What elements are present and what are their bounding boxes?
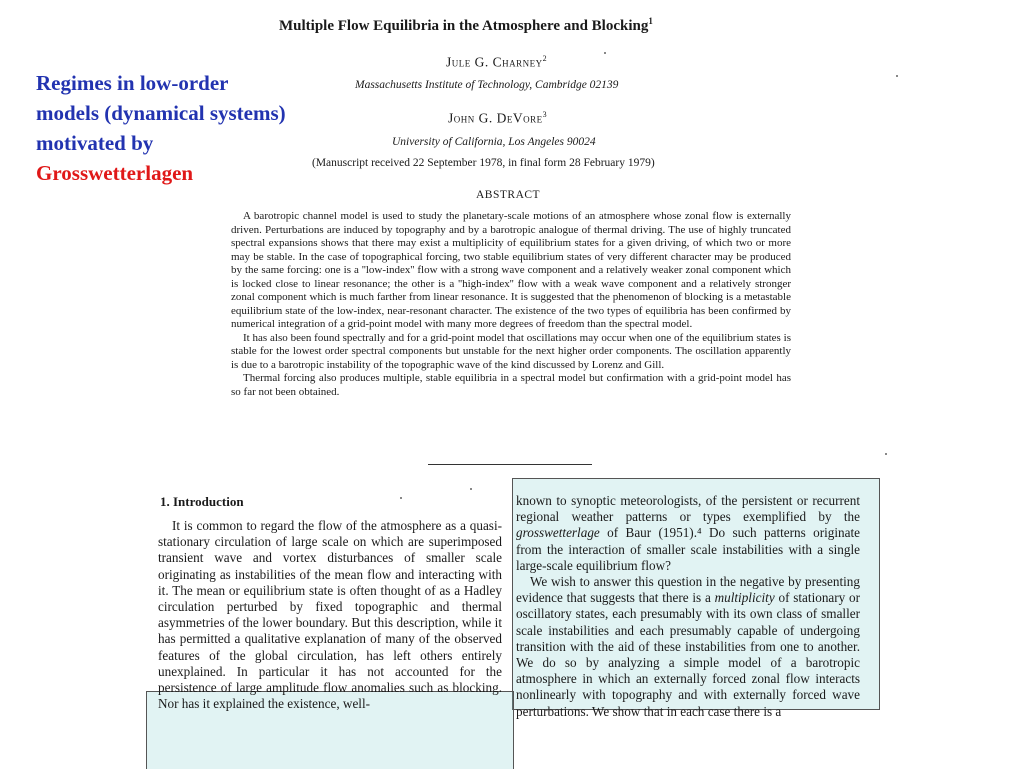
intro-text: We wish to answer this question in the negative by presenting evidence that suggests that there is a [516, 574, 860, 606]
abstract-body [231, 210, 791, 399]
author-1-affiliation: Massachusetts Institute of Technology, Cambridge 02139 [355, 79, 619, 91]
scan-speck [604, 52, 606, 54]
paper-title [279, 16, 653, 35]
section-divider [428, 464, 592, 465]
author-2-footnote: 3 [542, 110, 548, 119]
author-1-name: Jule G. Charney [446, 54, 543, 70]
slide-caption [36, 68, 296, 188]
author-2-name: John G. DeVore [448, 110, 543, 126]
author-2 [448, 110, 547, 127]
author-1-footnote: 2 [542, 54, 548, 63]
intro-text: of Baur (1951).⁴ Do such patterns originate from the interaction of smaller scale instabilities with a single large-scale equilibrium flow? [516, 525, 860, 573]
author-1 [446, 54, 547, 71]
intro-text: known to synoptic meteorologists, of the persistent or recurrent regional weather patterns or types exemplified by the [516, 493, 860, 525]
scan-speck [885, 453, 887, 455]
abstract-heading: ABSTRACT [476, 189, 541, 201]
scan-speck [896, 75, 898, 77]
intro-right-paragraph-1 [516, 493, 860, 574]
introduction-heading: 1. Introduction [160, 494, 244, 509]
abstract-paragraph-2: It has also been found spectrally and for a grid-point model that oscillations may occur when one of the equilibrium states is stable for the lowest order spectral components but unstable for the next higher order components. The oscillation apparently is due to a barotropic instability of the topographic wave of the kind discussed by Lorenz and Gill. [231, 331, 791, 371]
caption-highlight: Grosswetterlagen [36, 161, 194, 185]
abstract-paragraph-3: Thermal forcing also produces multiple, stable equilibria in a spectral model but confirmation with a grid-point model has so far not been obtained. [231, 372, 791, 398]
paper-title-text: Multiple Flow Equilibria in the Atmosphere and Blocking [279, 18, 649, 34]
intro-left-column [158, 518, 502, 712]
title-footnote: 1 [648, 16, 653, 26]
intro-emphasis: multiplicity [714, 590, 775, 606]
caption-text: Regimes in low-order models (dynamical systems) motivated by [36, 71, 286, 155]
intro-emphasis: grosswetterlage [516, 525, 600, 541]
manuscript-dates: (Manuscript received 22 September 1978, in final form 28 February 1979) [312, 157, 655, 169]
intro-right-column [516, 493, 860, 720]
scan-speck [470, 488, 472, 490]
author-2-affiliation: University of California, Los Angeles 90024 [392, 136, 596, 148]
intro-right-paragraph-2 [516, 574, 860, 720]
scan-speck [400, 497, 402, 499]
intro-text: of stationary or oscillatory states, each presumably with its own class of smaller scale instabilities and each presumably capable of undergoing transition with the aid of these instabilities from one to another. We do so by analyzing a simple model of a barotropic atmosphere in which an externally forced zonal flow interacts nonlinearly with topography and with externally forced wave perturbations. We show that in each case there is a [516, 590, 861, 719]
abstract-paragraph-1: A barotropic channel model is used to study the planetary-scale motions of an atmosphere whose zonal flow is externally driven. Perturbations are induced by topography and by a barotropic analogue of thermal driving. The use of highly truncated spectral expansions shows that there may exist a multiplicity of equilibrium states for a given driving, of which two or more may be stable. In the case of topographical forcing, two stable equilibrium states of very different character may be produced by the same forcing: one is a ''low-index'' flow with a strong wave component and a relatively weaker zonal component which is locked close to linear resonance; the other is a ''high-index'' flow with a weak wave component and a relatively stronger zonal component which is much farther from linear resonance. It is suggested that the phenomenon of blocking is a metastable equilibrium state of the low-index, near-resonant character. The existence of the two types of equilibria has been confirmed by numerical integration of a grid-point model with many more degrees of freedom than the spectral model. [231, 210, 791, 330]
intro-left-paragraph: It is common to regard the flow of the atmosphere as a quasi-stationary circulation of large scale on which are superimposed transient wave and vortex disturbances of smaller scale originating as instabilities of the mean flow and interacting with it. The mean or equilibrium state is often thought of as a Hadley circulation perturbed by fixed topographic and thermal asymmetries of the lower boundary. But this description, while it has permitted a qualitative explanation of many of the observed features of the global circulation, has left others entirely unexplained. In particular it has not accounted for the persistence of large amplitude flow anomalies such as blocking. Nor has it explained the existence, well- [158, 518, 502, 712]
